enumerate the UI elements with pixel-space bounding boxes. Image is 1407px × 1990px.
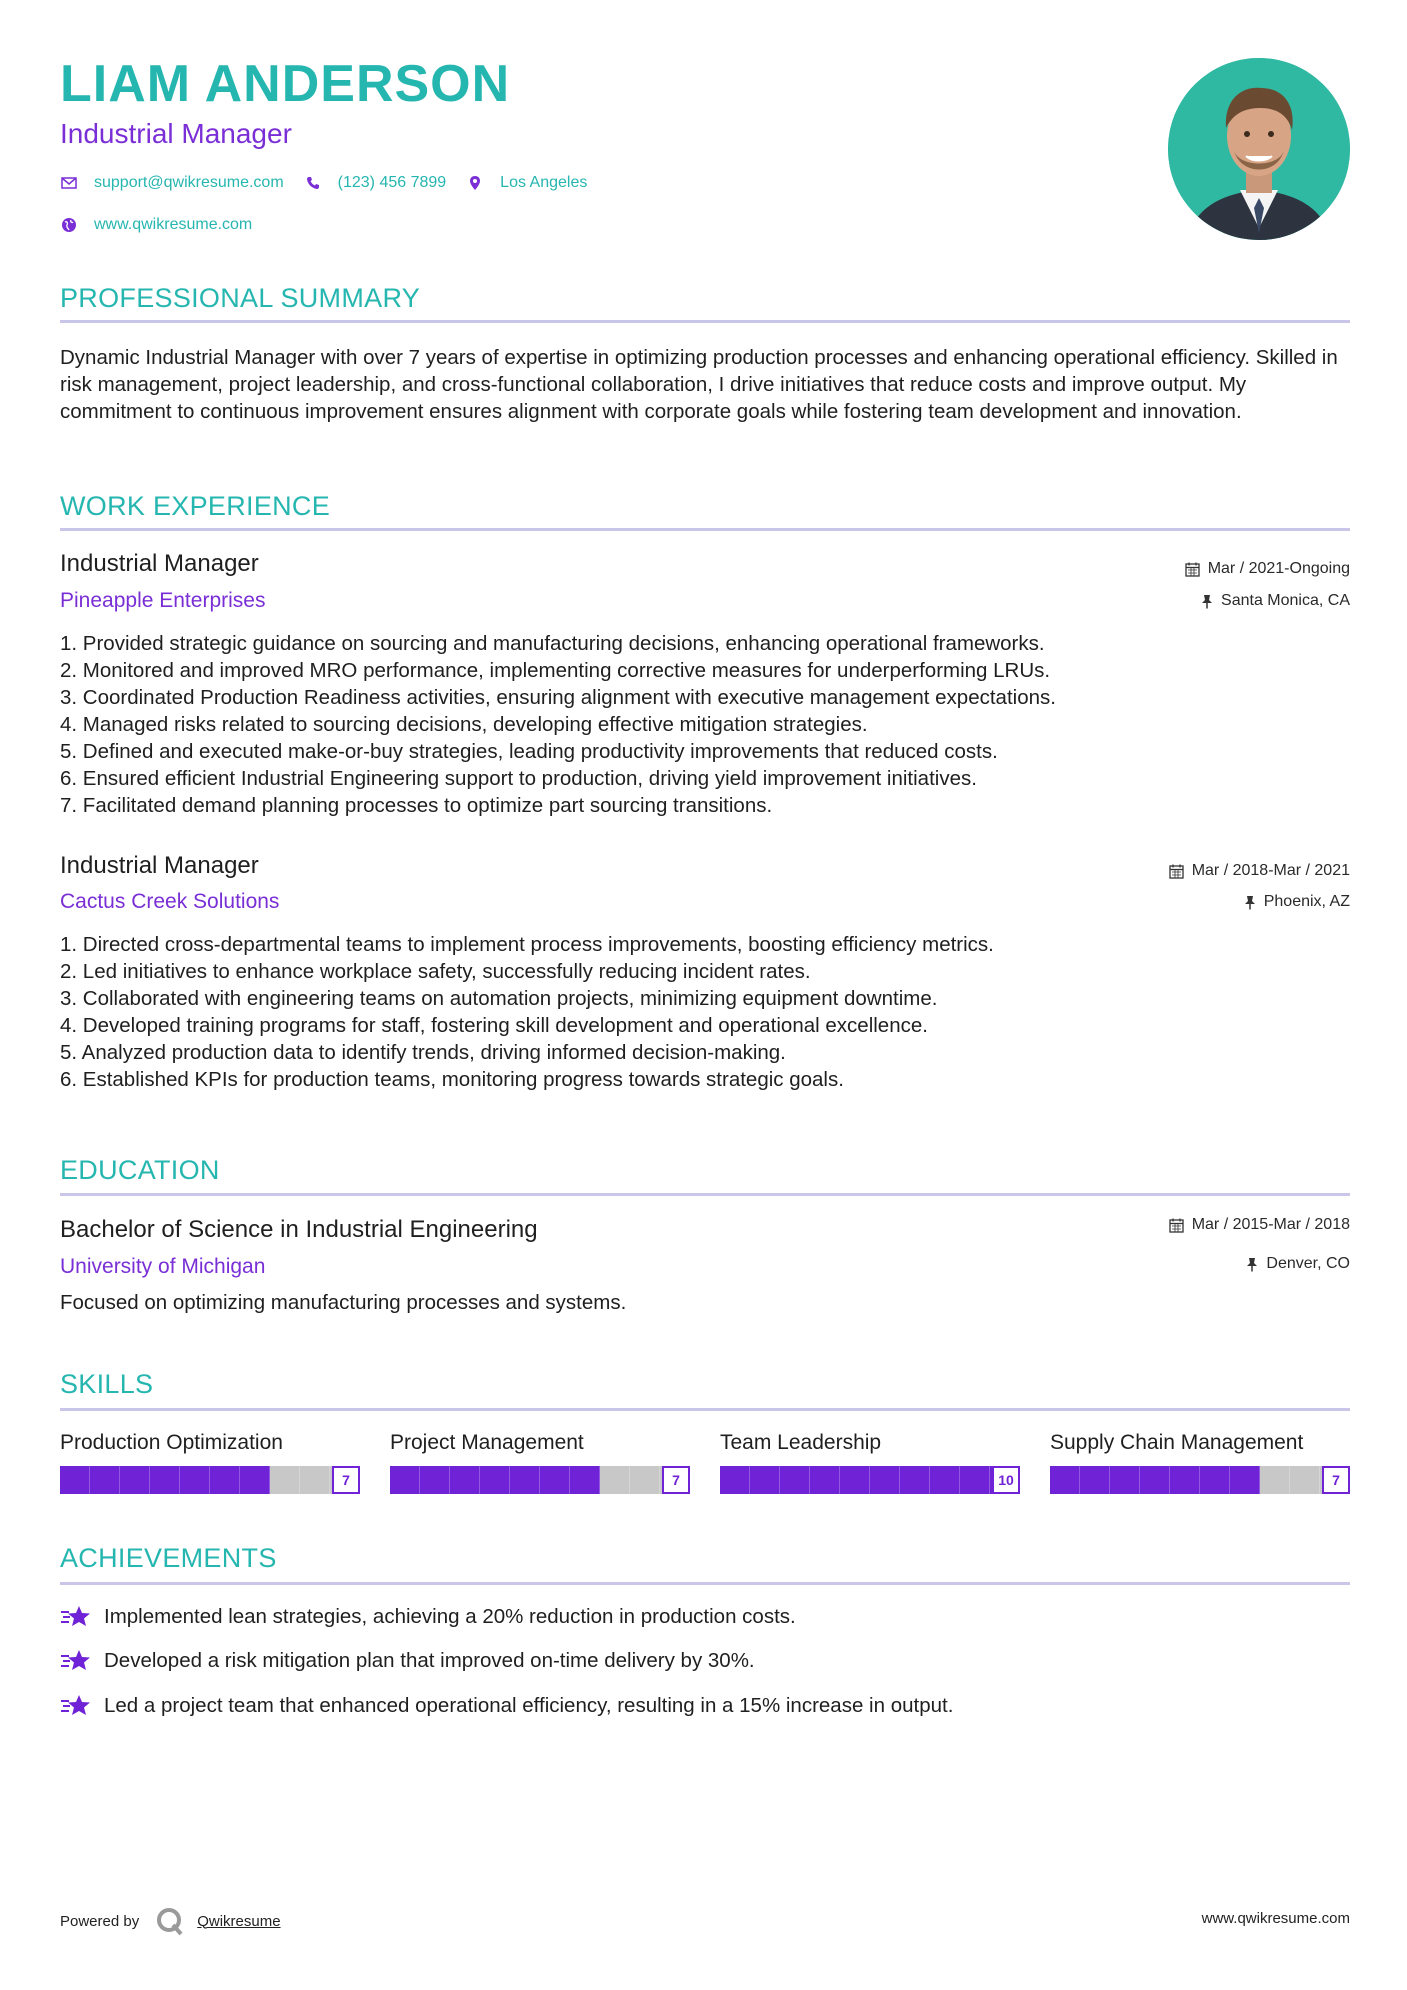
skill-name: Team Leadership — [720, 1431, 882, 1454]
skill-level-badge: 7 — [1322, 1466, 1350, 1494]
star-icon — [60, 1648, 92, 1674]
skill-bar-segment — [480, 1466, 510, 1494]
skill-bar-segment — [150, 1466, 180, 1494]
education-divider — [60, 1193, 1350, 1196]
achievement-text: Developed a risk mitigation plan that improved on-time delivery by 30%. — [104, 1649, 755, 1672]
profile-photo — [1168, 58, 1350, 240]
skill-bar-segment — [720, 1466, 750, 1494]
job-location-text: Santa Monica, CA — [1221, 592, 1350, 609]
skill-level-bar — [60, 1466, 360, 1494]
skill-bar-segment — [840, 1466, 870, 1494]
skill-level-bar — [720, 1466, 1020, 1494]
education-description: Focused on optimizing manufacturing processes and systems. — [60, 1291, 627, 1314]
achievement-text: Led a project team that enhanced operational efficiency, resulting in a 15% increase in output. — [104, 1694, 954, 1717]
location-text: Los Angeles — [500, 174, 588, 191]
skill-bar-segment — [570, 1466, 600, 1494]
list-item: 5. Analyzed production data to identify trends, driving informed decision-making. — [60, 1041, 786, 1064]
skill-level-bar — [390, 1466, 690, 1494]
skill-bar-segment — [60, 1466, 90, 1494]
pushpin-icon — [1244, 895, 1256, 910]
list-item: 3. Coordinated Production Readiness activities, ensuring alignment with executive management expectations. — [60, 686, 1056, 709]
skill-level-badge: 7 — [662, 1466, 690, 1494]
skill-item — [60, 1431, 360, 1488]
skill-bar-segment — [240, 1466, 270, 1494]
skill-item — [1050, 1431, 1350, 1488]
skill-level-badge: 10 — [992, 1466, 1020, 1494]
job-location-text: Phoenix, AZ — [1263, 893, 1350, 910]
list-item: 4. Developed training programs for staff, fostering skill development and operational excellence. — [60, 1014, 928, 1037]
skill-bar-segment — [780, 1466, 810, 1494]
star-icon — [60, 1693, 92, 1719]
skill-bar-segment — [120, 1466, 150, 1494]
calendar-icon — [1185, 562, 1200, 577]
education-dates — [1169, 1217, 1350, 1233]
list-item: 6. Established KPIs for production teams, monitoring progress towards strategic goals. — [60, 1068, 844, 1091]
calendar-icon — [1169, 864, 1184, 879]
phone-icon — [304, 174, 322, 192]
job-dates — [1185, 561, 1350, 577]
skill-bar-segment — [510, 1466, 540, 1494]
skill-bar-segment — [1050, 1466, 1080, 1494]
qwikresume-brand-link[interactable]: Qwikresume — [197, 1912, 281, 1930]
contact-row-2 — [60, 216, 272, 234]
education-location-text: Denver, CO — [1266, 1255, 1350, 1272]
skill-bar-segment — [1110, 1466, 1140, 1494]
job-dates-text: Mar / 2018-Mar / 2021 — [1191, 862, 1350, 879]
candidate-role: Industrial Manager — [60, 118, 292, 149]
summary-heading: PROFESSIONAL SUMMARY — [60, 283, 421, 313]
skill-name: Project Management — [390, 1431, 584, 1454]
skill-level-badge: 7 — [332, 1466, 360, 1494]
skill-bar-segment — [1140, 1466, 1170, 1494]
achievement-item — [60, 1693, 953, 1719]
list-item: 2. Monitored and improved MRO performance, implementing corrective measures for underperforming LRUs. — [60, 659, 1051, 682]
skill-bar-segment — [930, 1466, 960, 1494]
achievements-heading: ACHIEVEMENTS — [60, 1543, 277, 1573]
skill-bar-segment — [300, 1466, 330, 1494]
list-item: 3. Collaborated with engineering teams on automation projects, minimizing equipment downtime. — [60, 987, 938, 1010]
skill-bar-segment — [180, 1466, 210, 1494]
education-heading: EDUCATION — [60, 1155, 220, 1185]
job-company: Pineapple Enterprises — [60, 589, 266, 612]
skill-bar-segment — [270, 1466, 300, 1494]
contact-row-1 — [60, 174, 607, 192]
skills-divider — [60, 1408, 1350, 1411]
achievement-item — [60, 1604, 796, 1630]
job-bullets — [60, 931, 994, 1093]
education-dates-text: Mar / 2015-Mar / 2018 — [1191, 1216, 1350, 1233]
pushpin-icon — [1201, 594, 1213, 609]
powered-by-label: Powered by — [60, 1912, 140, 1930]
summary-text: Dynamic Industrial Manager with over 7 years of expertise in optimizing production processes and enhancing operational efficiency. Skilled in risk management, project leadership, and cross-functional collaboration, I drive initiatives that reduce costs and improve output. My commitment to continuous improvement ensures alignment with corporate goals while fostering team development and innovation. — [60, 346, 1338, 423]
experience-heading: WORK EXPERIENCE — [60, 491, 331, 521]
skill-bar-segment — [600, 1466, 630, 1494]
job-location — [1201, 593, 1350, 609]
skill-level-bar — [1050, 1466, 1350, 1494]
skill-bar-segment — [1230, 1466, 1260, 1494]
job-title: Industrial Manager — [60, 852, 259, 879]
experience-divider — [60, 528, 1350, 531]
skill-bar-segment — [1170, 1466, 1200, 1494]
skill-bar-segment — [90, 1466, 120, 1494]
skill-name: Supply Chain Management — [1050, 1431, 1304, 1454]
footer-website-link[interactable]: www.qwikresume.com — [1201, 1910, 1350, 1927]
list-item: 1. Provided strategic guidance on sourcing and manufacturing decisions, enhancing operational frameworks. — [60, 632, 1045, 655]
skill-bar-segment — [1200, 1466, 1230, 1494]
job-dates-text: Mar / 2021-Ongoing — [1207, 560, 1350, 577]
job-title: Industrial Manager — [60, 550, 259, 577]
skill-bar-segment — [1080, 1466, 1110, 1494]
job-location — [1244, 894, 1350, 910]
list-item: 1. Directed cross-departmental teams to implement process improvements, boosting efficiency metrics. — [60, 933, 994, 956]
qwikresume-logo-icon — [155, 1906, 185, 1936]
skill-item — [720, 1431, 1020, 1488]
list-item: 6. Ensured efficient Industrial Engineering support to production, driving yield improvement initiatives. — [60, 767, 977, 790]
skill-bar-segment — [960, 1466, 990, 1494]
phone-text[interactable]: (123) 456 7899 — [337, 174, 447, 191]
job-dates — [1169, 863, 1350, 879]
website-link[interactable]: www.qwikresume.com — [94, 216, 253, 233]
achievements-divider — [60, 1582, 1350, 1585]
skill-item — [390, 1431, 690, 1488]
summary-divider — [60, 320, 1350, 323]
location-pin-icon — [466, 174, 484, 192]
skill-bar-segment — [390, 1466, 420, 1494]
list-item: 7. Facilitated demand planning processes to optimize part sourcing transitions. — [60, 794, 773, 817]
skill-bar-segment — [810, 1466, 840, 1494]
pushpin-icon — [1246, 1257, 1258, 1272]
degree-title: Bachelor of Science in Industrial Engineering — [60, 1216, 538, 1243]
list-item: 4. Managed risks related to sourcing decisions, developing effective mitigation strategies. — [60, 713, 868, 736]
skill-bar-segment — [630, 1466, 660, 1494]
skills-heading: SKILLS — [60, 1369, 154, 1399]
skill-bar-segment — [900, 1466, 930, 1494]
school-name: University of Michigan — [60, 1255, 266, 1278]
job-company: Cactus Creek Solutions — [60, 890, 280, 913]
achievement-item — [60, 1648, 755, 1674]
achievement-text: Implemented lean strategies, achieving a 20% reduction in production costs. — [104, 1605, 796, 1628]
skill-bar-segment — [1290, 1466, 1320, 1494]
candidate-name: LIAM ANDERSON — [60, 55, 511, 113]
email-link[interactable]: support@qwikresume.com — [94, 174, 284, 191]
skill-bar-segment — [210, 1466, 240, 1494]
skill-bar-segment — [450, 1466, 480, 1494]
skill-bar-segment — [420, 1466, 450, 1494]
job-bullets — [60, 630, 1056, 819]
skill-bar-segment — [870, 1466, 900, 1494]
email-icon — [60, 174, 78, 192]
skill-bar-segment — [540, 1466, 570, 1494]
skill-bar-segment — [750, 1466, 780, 1494]
list-item: 5. Defined and executed make-or-buy strategies, leading productivity improvements that reduced costs. — [60, 740, 998, 763]
list-item: 2. Led initiatives to enhance workplace safety, successfully reducing incident rates. — [60, 960, 811, 983]
education-location — [1246, 1256, 1350, 1272]
star-icon — [60, 1604, 92, 1630]
skill-name: Production Optimization — [60, 1431, 283, 1454]
footer-powered-by — [60, 1906, 281, 1936]
calendar-icon — [1169, 1218, 1184, 1233]
globe-icon — [60, 216, 78, 234]
skill-bar-segment — [1260, 1466, 1290, 1494]
